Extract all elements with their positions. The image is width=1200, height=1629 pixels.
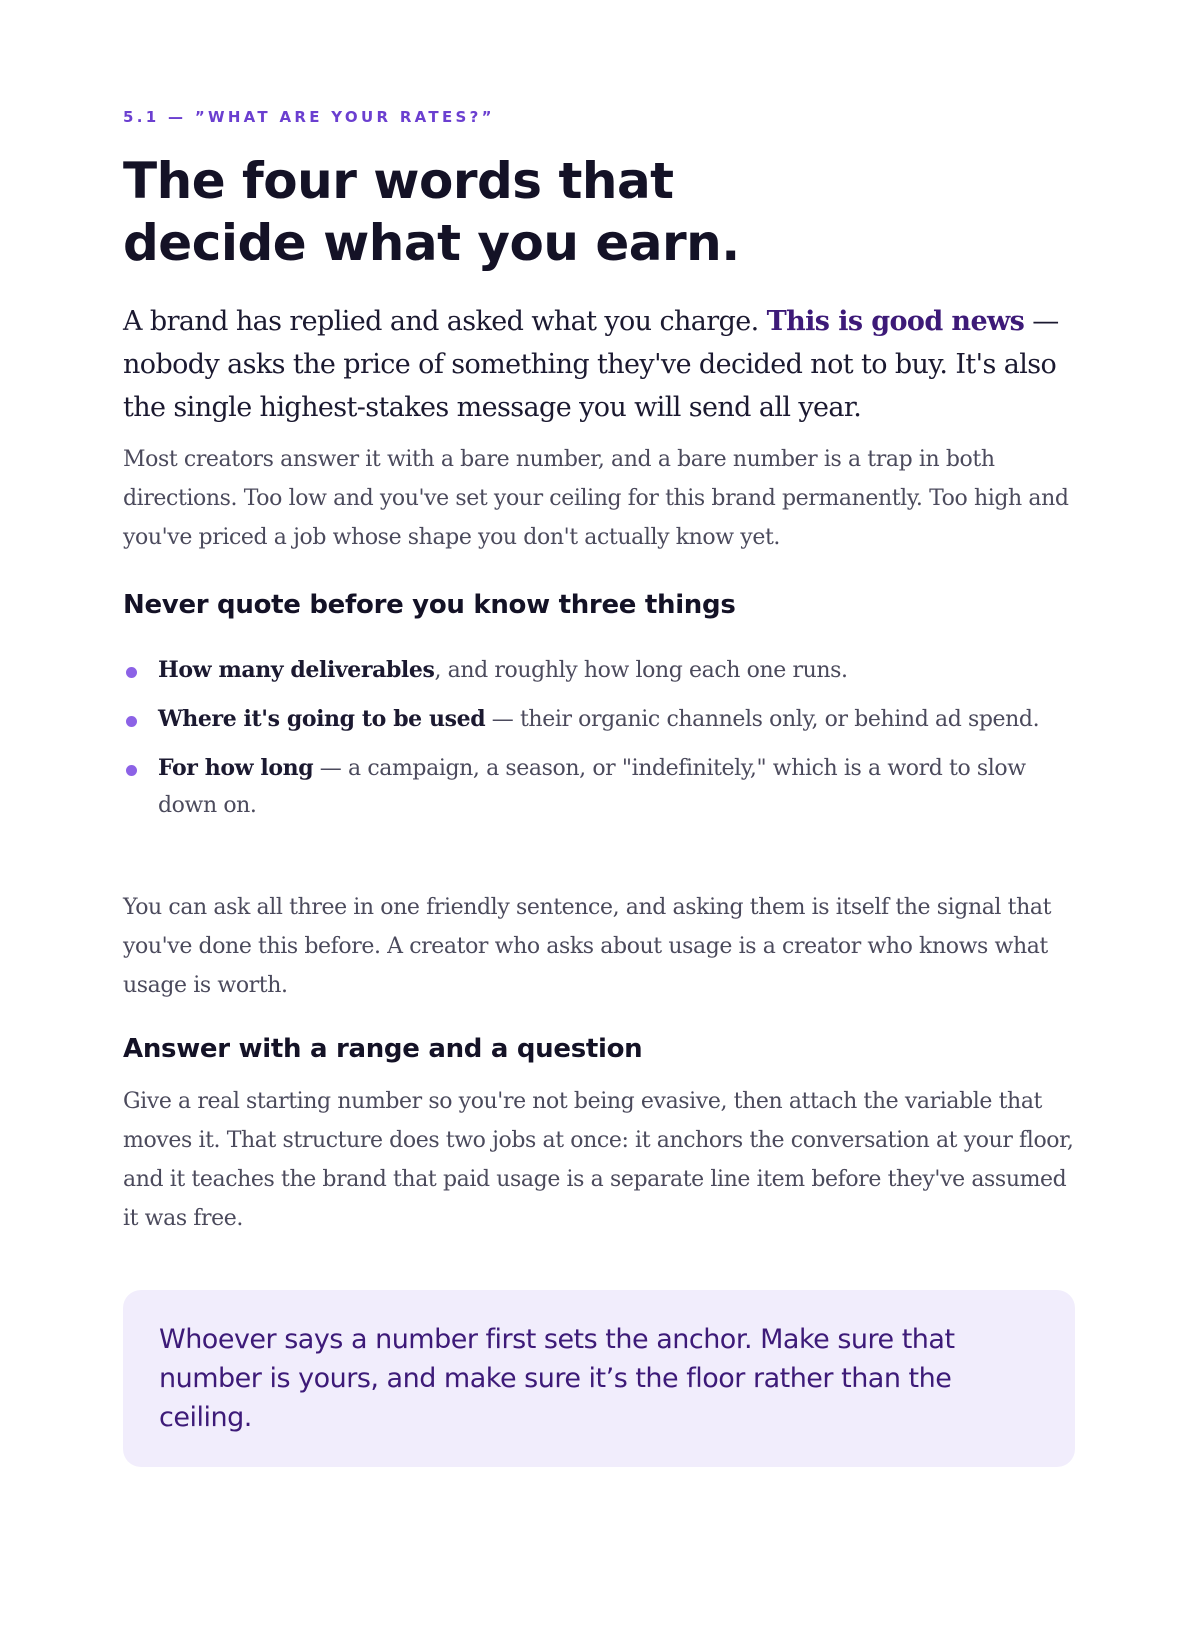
list-item [123,652,1083,689]
three-things-followup-paragraph: You can ask all three in one friendly sentence, and asking them is itself the signal that you've done this before. A creator who asks about usage is a creator who knows what usage is worth. [123,895,1052,998]
range-paragraph: Give a real starting number so you're not being evasive, then attach the variable that moves it. That structure does two jobs at once: it anchors the conversation at your floor, and it teaches the brand that paid usage is a separate line item before they've assumed it was free. [123,1089,1074,1231]
list-item-text: , and roughly how long each one runs. [434,658,848,683]
callout-box [123,1290,1075,1467]
list-item-bold: Where it's going to be used [158,706,486,732]
list-item-text: — their organic channels only, or behind ad spend. [485,707,1040,732]
page-title [123,150,1083,274]
callout-text: Whoever says a number first sets the anchor. Make sure that number is yours, and make sure it’s the floor rather than the ceiling. [159,1324,955,1433]
lead-text-start: A brand has replied and asked what you charge. [123,306,767,337]
list-item [123,701,1083,738]
lead-highlight: This is good news [766,306,1025,337]
three-things-list [123,652,1083,836]
bullet-icon [126,716,137,727]
bullet-icon [126,667,137,678]
page-title-line-1: The four words that [123,152,674,210]
section-heading-three-things: Never quote before you know three things [123,590,736,620]
page-title-line-2: decide what you earn. [123,214,740,272]
bullet-icon [126,765,137,776]
intro-paragraph: Most creators answer it with a bare number, and a bare number is a trap in both directions. Too low and you've set your ceiling for this brand permanently. Too high and you've priced a job whose shape you don't actually know yet. [123,447,1069,550]
section-eyebrow: 5.1 — ”WHAT ARE YOUR RATES?” [123,108,495,126]
lead-paragraph [123,300,1083,429]
list-item-text: — a campaign, a season, or "indefinitely," which is a word to slow down on. [158,756,1026,818]
lead-text-end: — nobody asks the price of something they've decided not to buy. It's also the single highest-stakes message you will send all year. [123,306,1059,423]
list-item-bold: For how long [158,755,314,781]
section-heading-range: Answer with a range and a question [123,1034,643,1064]
list-item [123,750,1083,824]
list-item-bold: How many deliverables [158,657,435,683]
